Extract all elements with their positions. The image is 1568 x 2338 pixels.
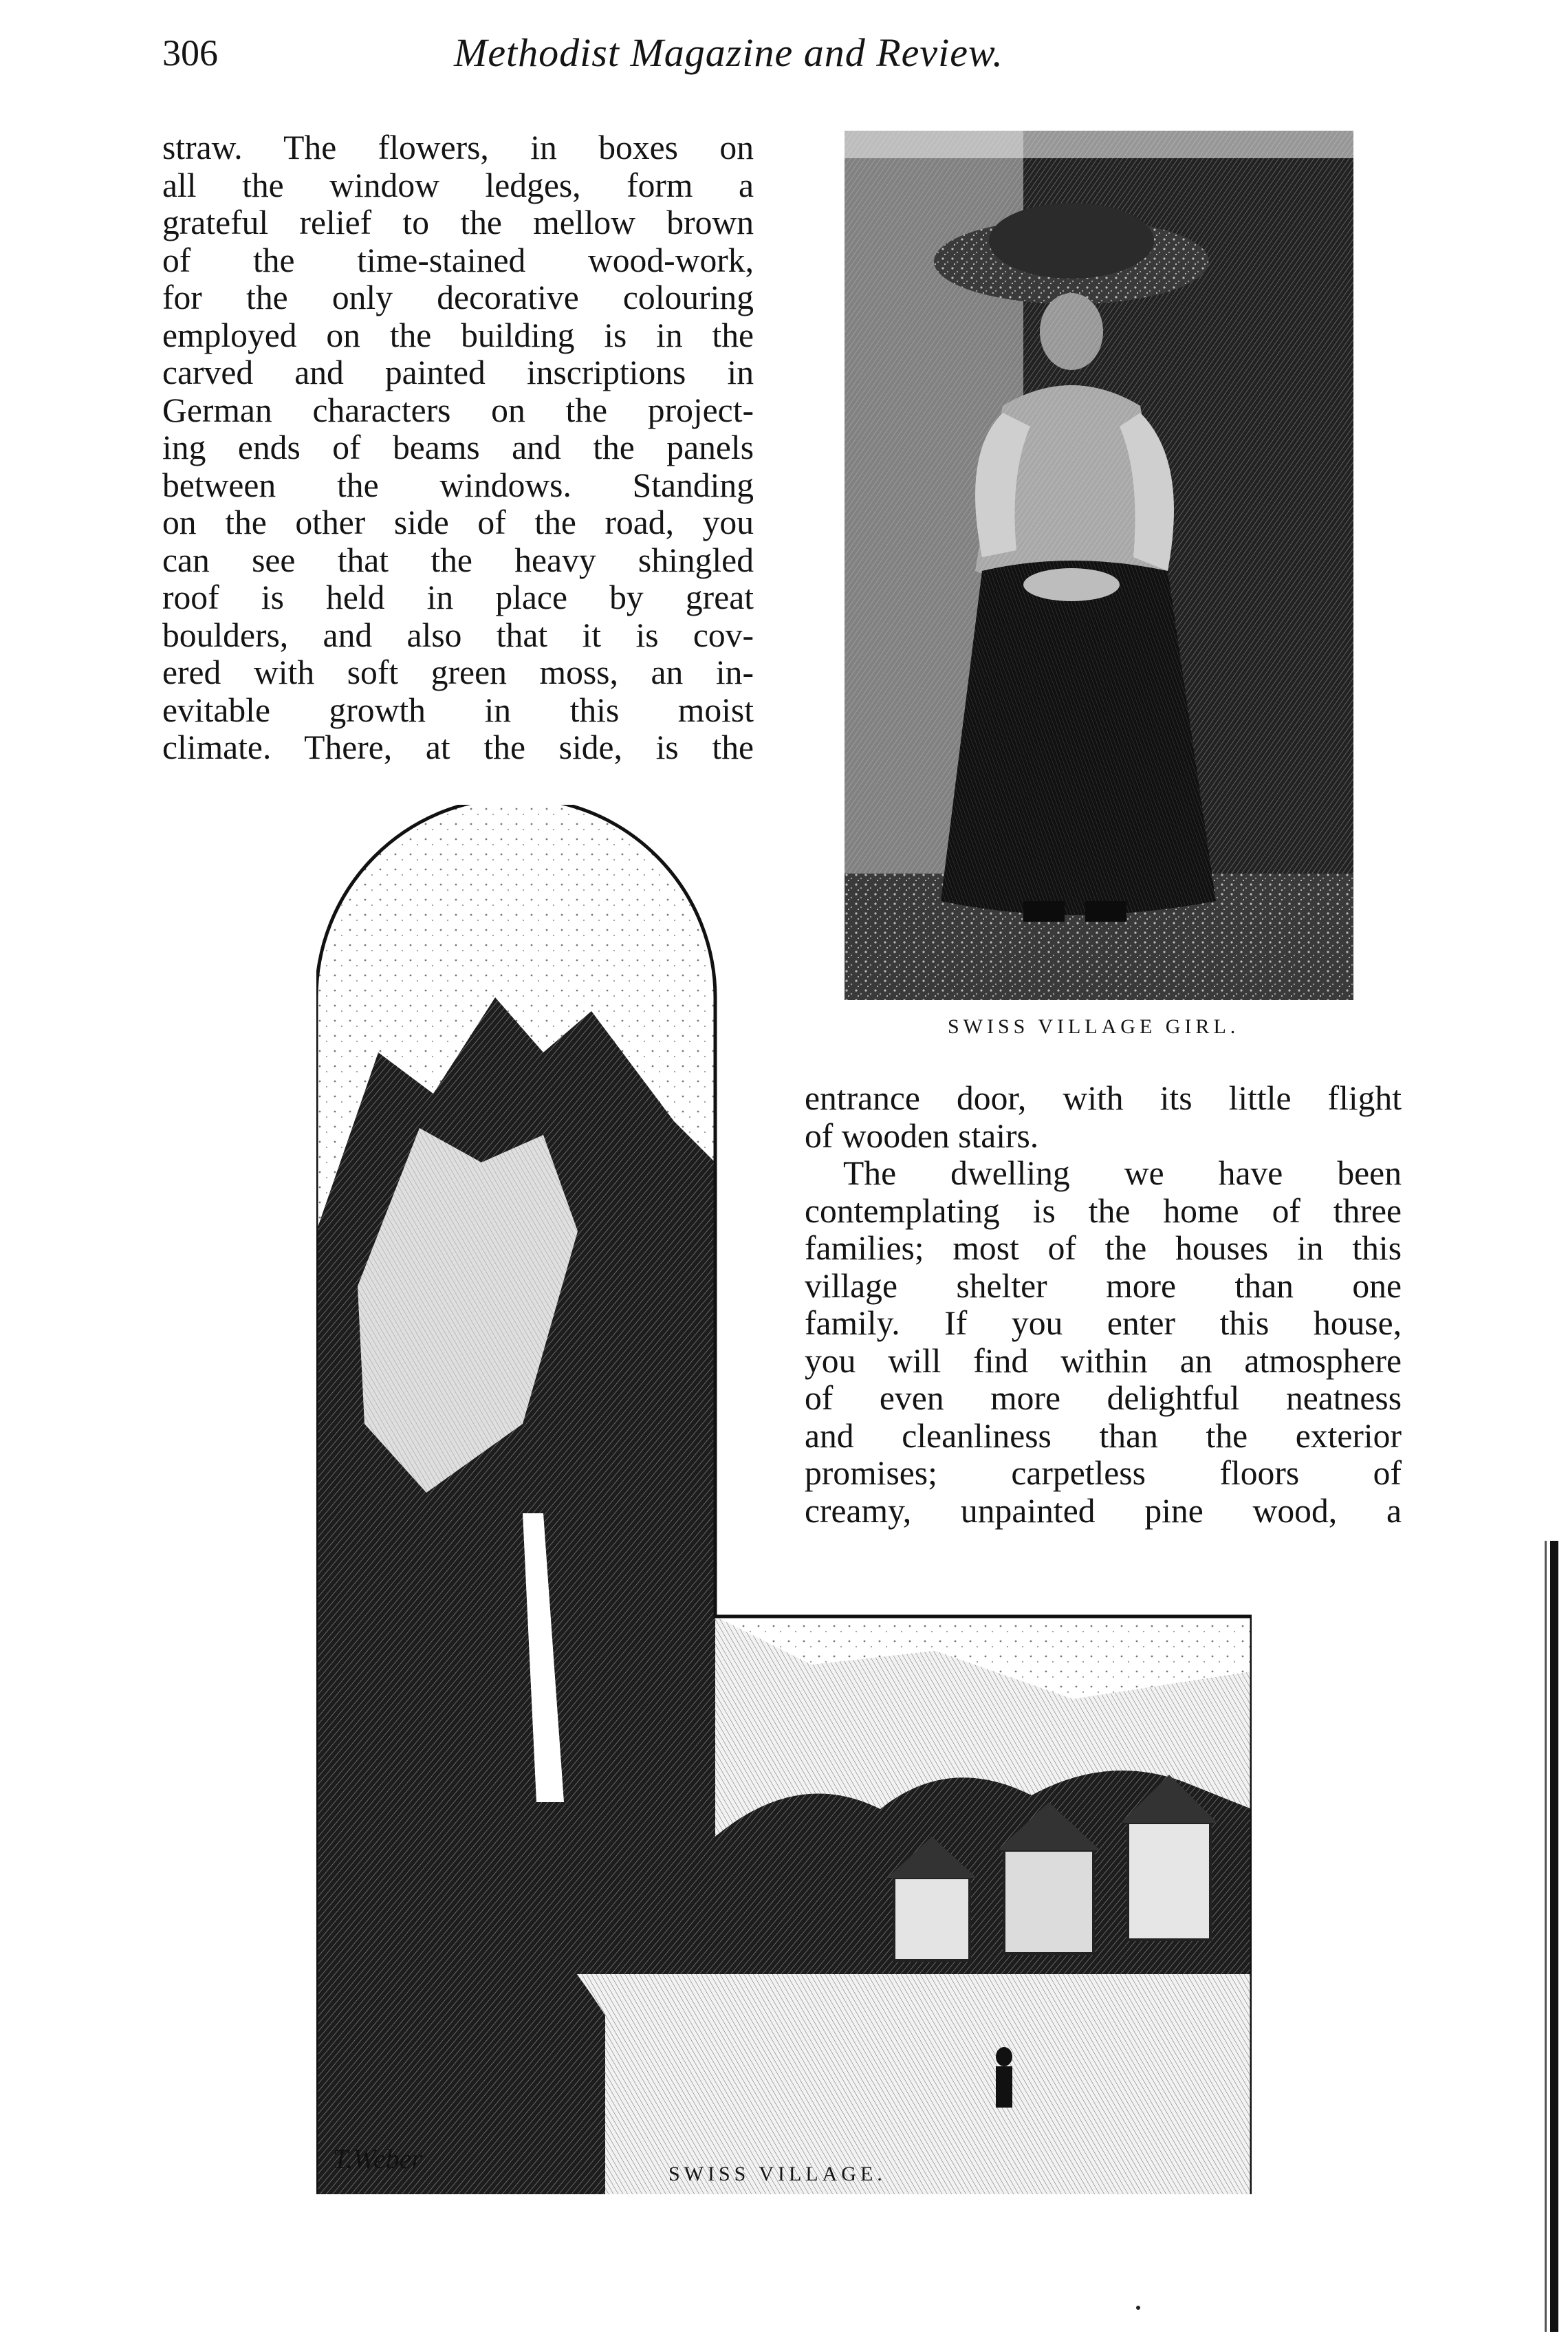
text-line: for the only decorative colouring bbox=[162, 279, 754, 316]
text-line: entrance door, with its little flight bbox=[805, 1080, 1402, 1117]
swiss-village-girl-caption: SWISS VILLAGE GIRL. bbox=[948, 1015, 1240, 1038]
text-line: you will find within an atmosphere bbox=[805, 1342, 1402, 1380]
text-line: grateful relief to the mellow brown bbox=[162, 204, 754, 241]
illustrator-signature: T.Weber bbox=[333, 2143, 422, 2174]
text-line: straw. The flowers, in boxes on bbox=[162, 129, 754, 166]
page-number: 306 bbox=[162, 32, 218, 74]
text-line: ing ends of beams and the panels bbox=[162, 429, 754, 466]
text-line: of the time-stained wood-work, bbox=[162, 241, 754, 279]
text-line: and cleanliness than the exterior bbox=[805, 1417, 1402, 1455]
text-line: creamy, unpainted pine wood, a bbox=[805, 1492, 1402, 1530]
ink-speck bbox=[1136, 2306, 1140, 2310]
text-line: boulders, and also that it is cov- bbox=[162, 616, 754, 654]
text-line: family. If you enter this house, bbox=[805, 1305, 1402, 1342]
text-line: of even more delightful neatness bbox=[805, 1380, 1402, 1417]
text-line: evitable growth in this moist bbox=[162, 691, 754, 729]
text-line: carved and painted inscriptions in bbox=[162, 354, 754, 391]
text-line: all the window ledges, form a bbox=[162, 166, 754, 204]
text-line: contemplating is the home of three bbox=[805, 1192, 1402, 1230]
text-line: on the other side of the road, you bbox=[162, 504, 754, 541]
swiss-village-illustration bbox=[316, 805, 1252, 2194]
text-line: climate. There, at the side, is the bbox=[162, 729, 754, 766]
text-line: between the windows. Standing bbox=[162, 466, 754, 504]
text-line: The dwelling we have been bbox=[843, 1155, 1402, 1192]
left-text-column bbox=[162, 129, 754, 767]
swiss-village-caption: SWISS VILLAGE. bbox=[668, 2163, 886, 2185]
running-title: Methodist Magazine and Review. bbox=[454, 30, 1003, 75]
text-line: roof is held in place by great bbox=[162, 579, 754, 616]
text-line: ered with soft green moss, an in- bbox=[162, 654, 754, 691]
text-line: can see that the heavy shingled bbox=[162, 541, 754, 579]
text-line: employed on the building is in the bbox=[162, 316, 754, 354]
text-line: promises; carpetless floors of bbox=[805, 1455, 1402, 1492]
text-line: of wooden stairs. bbox=[805, 1117, 1039, 1155]
page-edge-rule bbox=[1550, 1541, 1558, 2332]
text-line: families; most of the houses in this bbox=[805, 1230, 1402, 1267]
text-line: German characters on the project- bbox=[162, 391, 754, 429]
page-edge-rule bbox=[1545, 1541, 1547, 2332]
text-line: village shelter more than one bbox=[805, 1267, 1402, 1305]
